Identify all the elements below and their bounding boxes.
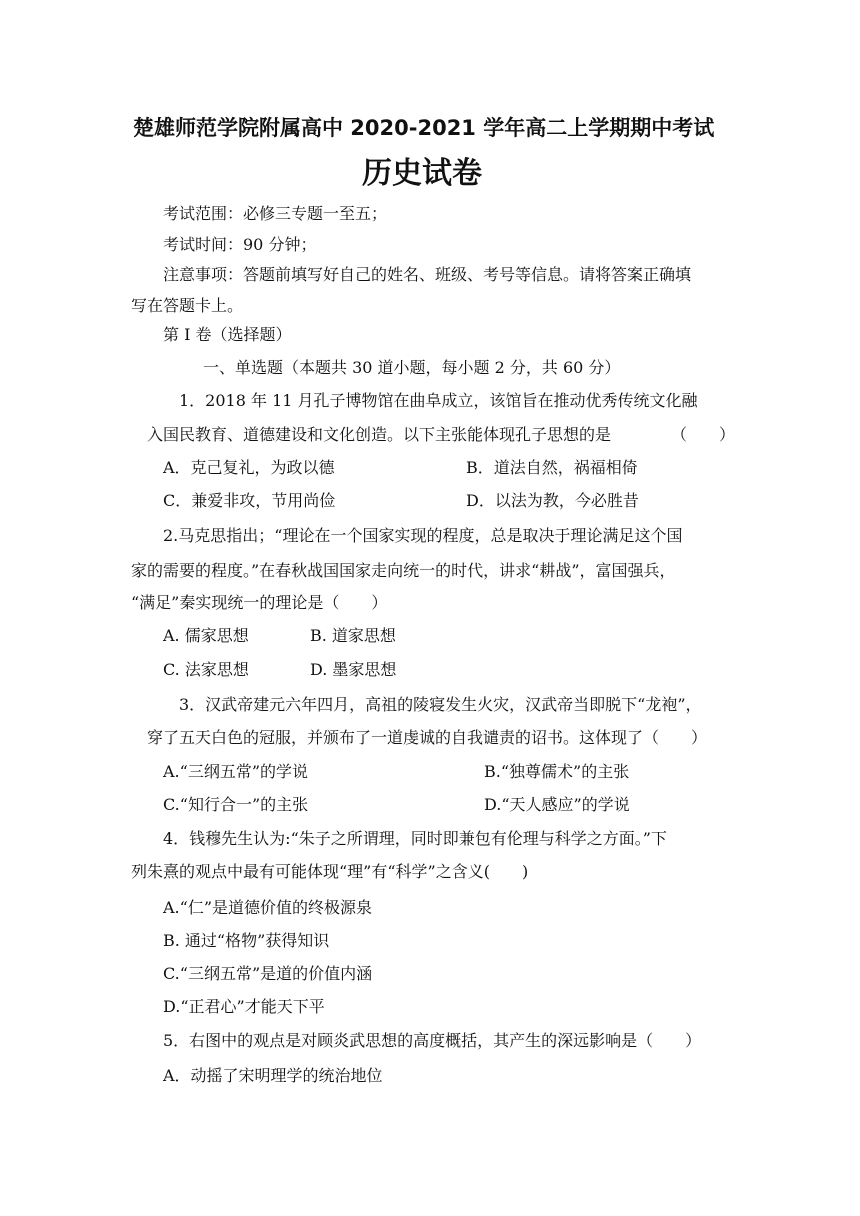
question-4-option-c: C.“三纲五常”是道的价值内涵 bbox=[163, 964, 373, 983]
question-1-line-1: 1．2018 年 11 月孔子博物馆在曲阜成立，该馆旨在推动优秀传统文化融 bbox=[179, 391, 698, 410]
question-1-option-a: A．克己复礼，为政以德 bbox=[163, 458, 335, 477]
question-4-option-a: A.“仁”是道德价值的终极源泉 bbox=[163, 898, 373, 917]
question-5-option-a: A．动摇了宋明理学的统治地位 bbox=[163, 1066, 383, 1085]
volume-heading: 第 I 卷（选择题） bbox=[163, 325, 292, 344]
question-1-option-c: C．兼爱非攻，节用尚俭 bbox=[163, 491, 336, 510]
exam-time: 考试时间：90 分钟； bbox=[163, 235, 317, 254]
question-4-option-b: B. 通过“格物”获得知识 bbox=[163, 931, 330, 950]
part-heading: 一、单选题（本题共 30 道小题，每小题 2 分，共 60 分） bbox=[203, 358, 621, 377]
question-3-option-d: D.“天人感应”的学说 bbox=[484, 795, 630, 814]
notice-line-2: 写在答题卡上。 bbox=[131, 296, 244, 315]
question-3-line-1: 3．汉武帝建元六年四月，高祖的陵寝发生火灾，汉武帝当即脱下“龙袍”， bbox=[179, 695, 702, 714]
question-1-option-b: B．道法自然，祸福相倚 bbox=[466, 458, 638, 477]
question-2-line-1: 2.马克思指出；“理论在一个国家实现的程度，总是取决于理论满足这个国 bbox=[163, 526, 683, 545]
question-1-line-2: 入国民教育、道德建设和文化创造。以下主张能体现孔子思想的是 bbox=[147, 425, 612, 444]
question-4-option-d: D.“正君心”才能天下平 bbox=[163, 997, 325, 1016]
question-4-line-2: 列朱熹的观点中最有可能体现“理”有“科学”之含义( ) bbox=[131, 862, 529, 881]
question-3-option-c: C.“知行合一”的主张 bbox=[163, 795, 309, 814]
question-3-option-b: B.“独尊儒术”的主张 bbox=[484, 762, 630, 781]
question-2-line-2: 家的需要的程度。”在春秋战国国家走向统一的时代，讲求“耕战”，富国强兵， bbox=[131, 561, 676, 580]
question-1-answer-bracket: （ ） bbox=[671, 425, 736, 444]
school-title: 楚雄师范学院附属高中 2020-2021 学年高二上学期期中考试 bbox=[133, 116, 715, 140]
question-2-option-c: C. 法家思想 bbox=[163, 660, 249, 679]
notice-line-1: 注意事项：答题前填写好自己的姓名、班级、考号等信息。请将答案正确填 bbox=[163, 265, 692, 284]
question-3-option-a: A.“三纲五常”的学说 bbox=[163, 762, 309, 781]
subject-title: 历史试卷 bbox=[362, 156, 482, 191]
question-2-option-d: D. 墨家思想 bbox=[310, 660, 397, 679]
question-3-line-2: 穿了五天白色的冠服，并颁布了一道虔诚的自我谴责的诏书。这体现了（ ） bbox=[147, 728, 708, 747]
question-5-line-1: 5．右图中的观点是对顾炎武思想的高度概括，其产生的深远影响是（ ） bbox=[163, 1031, 702, 1050]
question-2-option-b: B. 道家思想 bbox=[310, 626, 396, 645]
exam-scope: 考试范围：必修三专题一至五； bbox=[163, 204, 388, 223]
question-1-option-d: D．以法为教，今必胜昔 bbox=[466, 491, 639, 510]
question-4-line-1: 4．钱穆先生认为:“朱子之所谓理，同时即兼包有伦理与科学之方面。”下 bbox=[163, 829, 667, 848]
question-2-option-a: A. 儒家思想 bbox=[163, 626, 249, 645]
question-2-line-3: “满足”秦实现统一的理论是（ ） bbox=[131, 593, 388, 612]
